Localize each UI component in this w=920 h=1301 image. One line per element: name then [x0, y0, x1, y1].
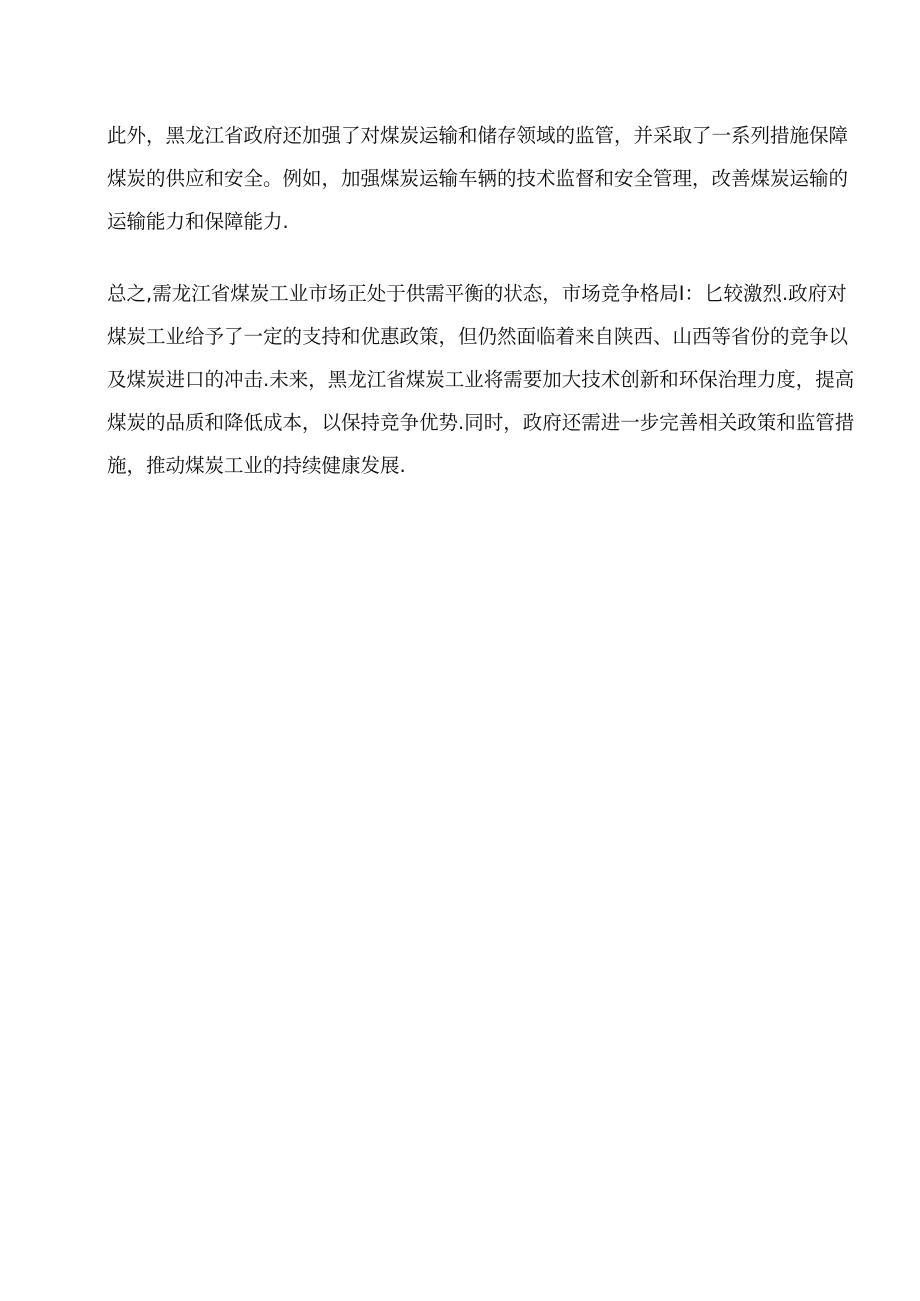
paragraph-line: 运输能力和保障能力. — [107, 210, 289, 233]
paragraph-line: 施，推动煤炭工业的持续健康发展. — [107, 454, 406, 477]
paragraph-line: 煤炭的供应和安全。例如，加强煤炭运输车辆的技术监督和安全管理，改善煤炭运输的 — [107, 167, 849, 190]
paragraph-line: 总之,需龙江省煤炭工业市场正处于供需平衡的状态，市场竞争格局I：匕较激烈.政府对 — [107, 282, 847, 305]
paragraph-conclusion — [107, 272, 855, 487]
paragraph-supervision — [107, 114, 849, 243]
paragraph-line: 煤炭的品质和降低成本，以保持竞争优势.同时，政府还需进一步完善相关政策和监管措 — [107, 411, 855, 434]
paragraph-line: 煤炭工业给予了一定的支持和优惠政策，但仍然面临着来自陕西、山西等省份的竞争以 — [107, 325, 849, 348]
paragraph-line: 及煤炭进口的冲击.未来，黑龙江省煤炭工业将需要加大技术创新和环保治理力度，提高 — [107, 368, 855, 391]
paragraph-line: 此外，黑龙江省政府还加强了对煤炭运输和储存领域的监管，并采取了一系列措施保障 — [107, 124, 849, 147]
